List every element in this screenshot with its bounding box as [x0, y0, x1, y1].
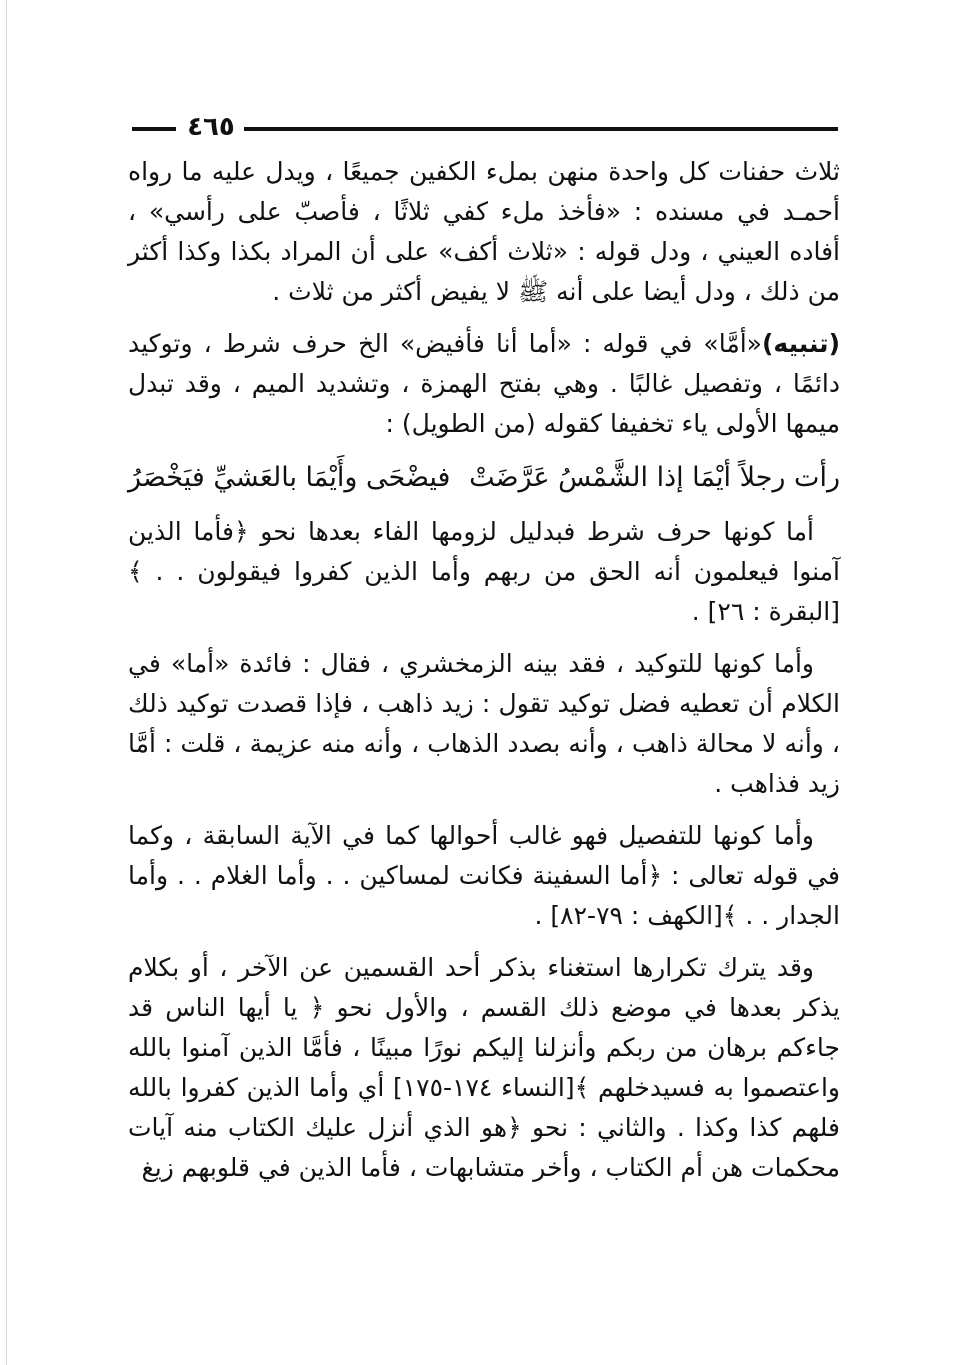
paragraph-6: وقد يترك تكرارها استغناء بذكر أحد القسمين عن الآخر ، أو بكلام يذكر بعدها في موضع ذلك القسم ، والأول نحو ﴿ يا أيها الناس قد جاءكم برهان من ربكم وأنزلنا إليكم نورًا مبينًا ، فأمَّا الذين آمنوا بالله واعتصموا به فسيدخلهم ﴾[النساء ١٧٤-١٧٥] أي وأما الذين كفروا بالله فلهم كذا وكذا . والثاني : نحو ﴿هو الذي أنزل عليك الكتاب منه آيات محكمات هن أم الكتاب ، وأخر متشابهات ، فأما الذين في قلوبهم زيغ [128, 953, 841, 1182]
page-header [132, 108, 838, 148]
paragraph-1: ثلاث حفنات كل واحدة منهن بملء الكفين جميعًا ، ويدل عليه ما رواه أحمـد في مسنده : «فأخذ ملء كفي ثلاثًا ، فأصبّ على رأسي» ، أفاده العيني ، ودل قوله : «ثلاث أكف» على أن المراد بكذا وكذا أكثر من ذلك ، ودل أيضا على أنه ﷺ لا يفيض أكثر من ثلاث . [128, 157, 840, 306]
paragraph-2-text: «أمَّا» في قوله : «أما أنا فأفيض» الخ حرف شرط ، وتوكيد دائمًا ، وتفصيل غالبًا . وهي بفتح الهمزة ، وتشديد الميم ، وقد تبدل ميمها الأولى ياء تخفيفا كقوله (من الطويل) : [128, 329, 840, 438]
paragraph-4: وأما كونها للتوكيد ، فقد بينه الزمخشري ، فقال : فائدة «أما» في الكلام أن تعطيه فضل توكيد تقول : زيد ذاهب ، فإذا قصدت توكيد ذلك ، وأنه لا محالة ذاهب ، وأنه بصدد الذهاب ، وأنه منه عزيمة ، قلت : أمَّا زيد فذاهب . [128, 649, 840, 798]
header-rule-right [244, 127, 838, 131]
paragraph-2 [128, 324, 840, 444]
poem-first-hemistich: رأت رجلاً أيْمَا إذا الشَّمْسُ عَرَّضَتْ [469, 462, 840, 493]
scan-edge-line [6, 0, 7, 1365]
page-number: ٤٦٥ [187, 112, 235, 142]
poem-second-hemistich: فيضْحَى وأَيْمَا بالعَشيِّ فيَخْصَرُ [128, 462, 451, 493]
paragraph-3: أما كونها حرف شرط فبدليل لزومها الفاء بعدها نحو ﴿فأما الذين آمنوا فيعلمون أنه الحق من ربهم وأما الذين كفروا فيقولون . . ﴾[البقرة : ٢٦] . [128, 517, 840, 626]
page-body [128, 152, 840, 1200]
note-heading: (تنبيه) [761, 329, 840, 358]
paragraph-5: وأما كونها للتفصيل فهو غالب أحوالها كما في الآية السابقة ، وكما في قوله تعالى : ﴿أما السفينة فكانت لمساكين . . وأما الغلام . . وأما الجدار . . ﴾[الكهف : ٧٩-٨٢] . [128, 821, 840, 930]
header-rule-left [132, 127, 176, 131]
poem-verse [128, 456, 840, 500]
